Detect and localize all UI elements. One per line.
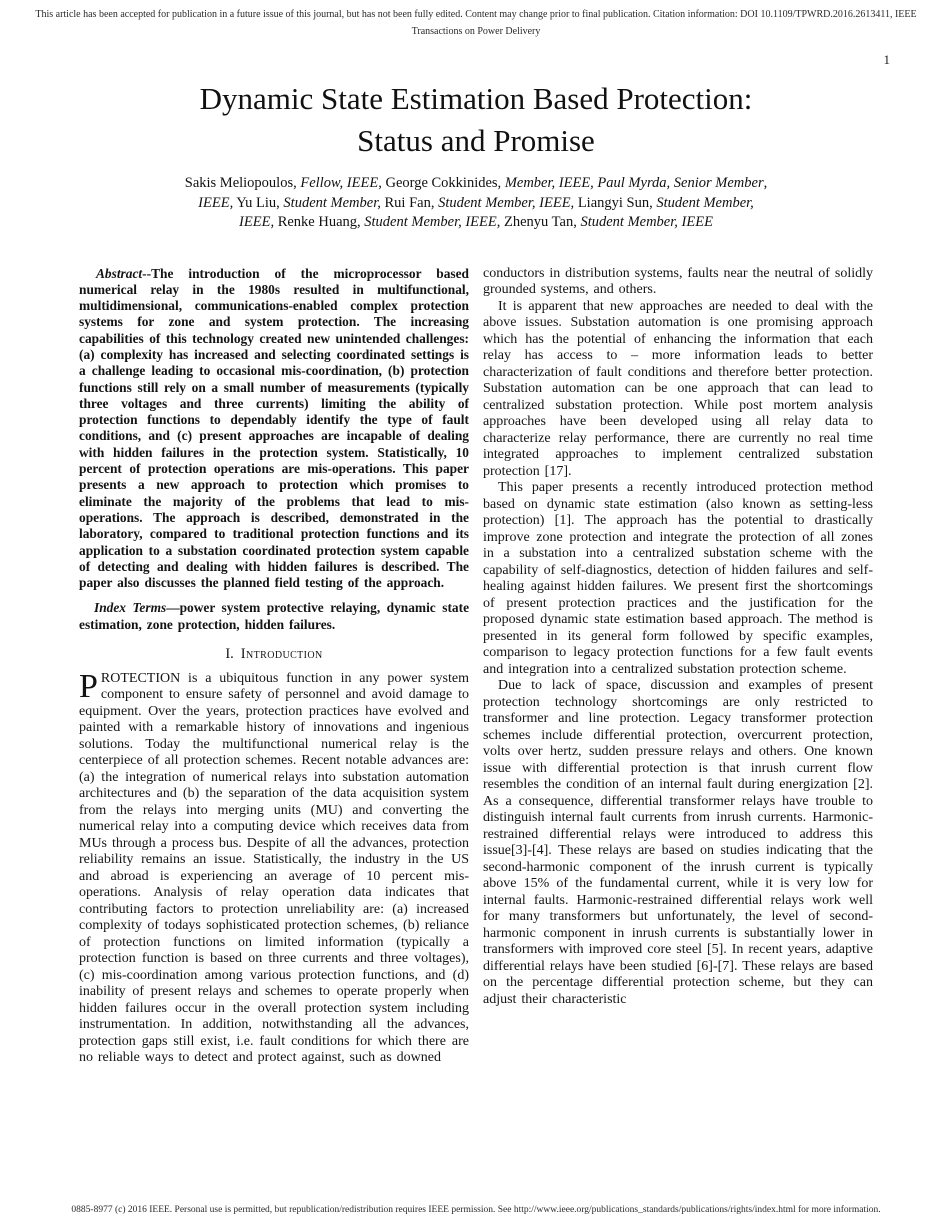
drop-cap: P [79,667,98,705]
author-line-3 [0,213,952,233]
right-column [483,266,873,1067]
acceptance-notice-line2: Transactions on Power Delivery [411,26,541,37]
author-text: Renke Huang, [274,214,365,230]
section-title: Introduction [240,646,323,663]
author-affiliation: Student Member, [283,194,381,211]
paper-title [0,78,952,162]
paper-title-line2: Status and Promise [357,123,595,158]
paragraph-paper-presents: This paper presents a recently introduced protection method based on dynamic state estimation (also known as setting-less protection) [1]. The approach has the potential to drastically improve zone protection and integrate the protection of all zones in a substation into a centralized substation scheme with the capability of self-diagnostics, detection of hidden failures and self-healing against hidden failures. We present first the shortcomings of present protection practices and the justification for the proposed dynamic state estimation based approach. The method is presented in its general form followed by specific examples, comparison to legacy protection functions for a few fault events and integration into a centralized substation protection scheme. [483,480,873,677]
section-number: I. [225,646,234,663]
author-affiliation: IEEE, [198,194,234,211]
author-affiliation: Student Member, IEEE, [364,214,501,230]
abstract-text: The introduction of the microprocessor based numerical relay in the 1980s resulted in multifunctional, multidimensional, communications-enabled complex protection systems for zone and system protection. The increasing capabilities of this technology created new unintended challenges: (a) complexity has increased and selecting coordinated settings is a challenge leading to occasional mis-coordination, (b) protection functions still rely on a small number of measurements (typically three voltages and three currents) limiting the ability of protection functions to dependably identify the type of fault conditions, and (c) present approaches are incapable of dealing with hidden failures in the protection system. Statistically, 10 percent of protection operations are mis-operations. This paper presents a new approach to protection which promises to eliminate the majority of the problems that lead to mis-operations. The approach is described, demonstrated in the laboratory, compared to traditional protection functions and its application to a substation coordinated protection system capable of detecting and dealing with hidden failures is described. The paper also discusses the planned field testing of the approach. [79,265,469,591]
page-number: 1 [883,52,890,67]
abstract-dashes: -- [142,265,152,281]
copyright-footer: 0885-8977 (c) 2016 IEEE. Personal use is permitted, but republication/redistribution requires IEEE permission. See http://www.ieee.org/publications_standards/publications/rights/index.html for more information. [71,1205,881,1215]
paragraph-lack-of-space: Due to lack of space, discussion and examples of present protection technology shortcomings are only restricted to transformer and line protection. Legacy transformer protection schemes include differential protection, overcurrent protection, volts over hertz, sudden pressure relays and others. One known issue with differential protection is that inrush current flow resembles the condition of an internal fault during energization [2]. As a consequence, differential transformer relays have trouble to distinguish internal fault currents from inrush currents. Harmonic-restrained differential relays were introduced to address this issue[3]-[4]. These relays are based on studies indicating that the second-harmonic component of the inrush current is typically above 15% of the fundamental current, while it is very low for internal faults. Harmonic-restrained differential relays work well for many transformers but unfortunately, the level of second-harmonic component in inrush currents is substantially lower in transformers with improved core steel [5]. In recent years, adaptive differential relays have been studied [6]-[7]. These relays are based on the percentage differential protection scheme, but they can adjust their characteristic [483,678,873,1007]
paragraph-continuation: conductors in distribution systems, faults near the neutral of solidly grounded systems, and others. [483,265,873,297]
author-affiliation: Fellow, IEEE [300,175,379,191]
paper-title-line1: Dynamic State Estimation Based Protection: [199,81,753,116]
left-column [79,266,469,1067]
intro-paragraph-text: ROTECTION is a ubiquitous function in any power system component to ensure safety of personnel and avoid damage to equipment. Over the years, protection practices have evolved and painted with a remarkable history of innovations and ingenious solutions. Today the multifunctional numerical relay is the centerpiece of all protection schemes. Recent notable advances are: (a) the integration of numerical relays into substation automation architectures and (b) the separation of the data acquisition system from the relays into merging units (MU) and converting the numerical relay into a computing device which receives data from MUs through a process bus. Despite of all the advances, protection reliability remains an issue. Statistically, the industry in the US and abroad is experiencing an average of 10 percent mis-operations. Analysis of relay operation data indicates that contributing factors to protection unreliability are: (a) increased complexity of todays sophisticated protection schemes, (b) reliance of protection functions on limited information (typically a protection function is based on three currents and three voltages), (c) mis-coordination among various protection functions, and (d) inability of present relays and schemes to operate properly when hidden failures occur in the overall protection system including instrumentation. In addition, notwithstanding all the advances, protection gaps still exist, i.e. fault conditions for which there are no reliable ways to detect and protect against, such as downed [79,670,469,1066]
two-column-layout [0,266,952,1067]
author-text: Rui Fan, [380,194,439,211]
section-heading-introduction [79,646,469,663]
acceptance-notice [0,6,952,40]
author-affiliation: Student Member, IEEE [580,214,713,230]
author-text: Sakis Meliopoulos, [184,175,301,191]
author-text: Zhenyu Tan, [500,214,581,230]
author-text: Yu Liu, [233,194,284,211]
article-body [0,78,952,1067]
author-line-2 [0,194,952,214]
author-list [0,174,952,233]
abstract [79,266,469,592]
author-text: , George Cokkinides, [378,175,505,191]
author-affiliation: IEEE, [239,214,275,230]
acceptance-notice-line1: This article has been accepted for publication in a future issue of this journal, but has not been fully edited. Content may change prior to final publication. Citation information: DOI 10.1109/TPWRD.2016.2613411, IEEE [35,9,917,20]
index-terms-text: —power system protective relaying, dynamic state estimation, zone protection, hidden failures. [79,600,470,632]
paragraph-new-approaches: It is apparent that new approaches are needed to deal with the above issues. Substation automation is one promising approach which has the potential of enhancing the information that each relay has access to – more information leads to better characterization of fault conditions and therefore better protection. Substation automation can be one approach that can lead to centralized substation protection. While post mortem analysis approaches have been developed using all relay data to characterize relay performance, there are currently no real time integrated approaches to implement centralized substation protection [17]. [483,298,873,479]
author-text: , [763,175,768,191]
author-affiliation: Member, IEEE, Paul Myrda, Senior Member [504,175,764,191]
intro-paragraph [79,667,469,1067]
abstract-label: Abstract [96,265,143,281]
index-terms-label: Index Terms [94,600,167,616]
author-line-1 [0,174,952,194]
author-affiliation: Student Member, [656,194,754,211]
author-text: Liangyi Sun, [574,194,657,211]
author-affiliation: Student Member, IEEE, [438,194,575,211]
index-terms [79,600,469,633]
